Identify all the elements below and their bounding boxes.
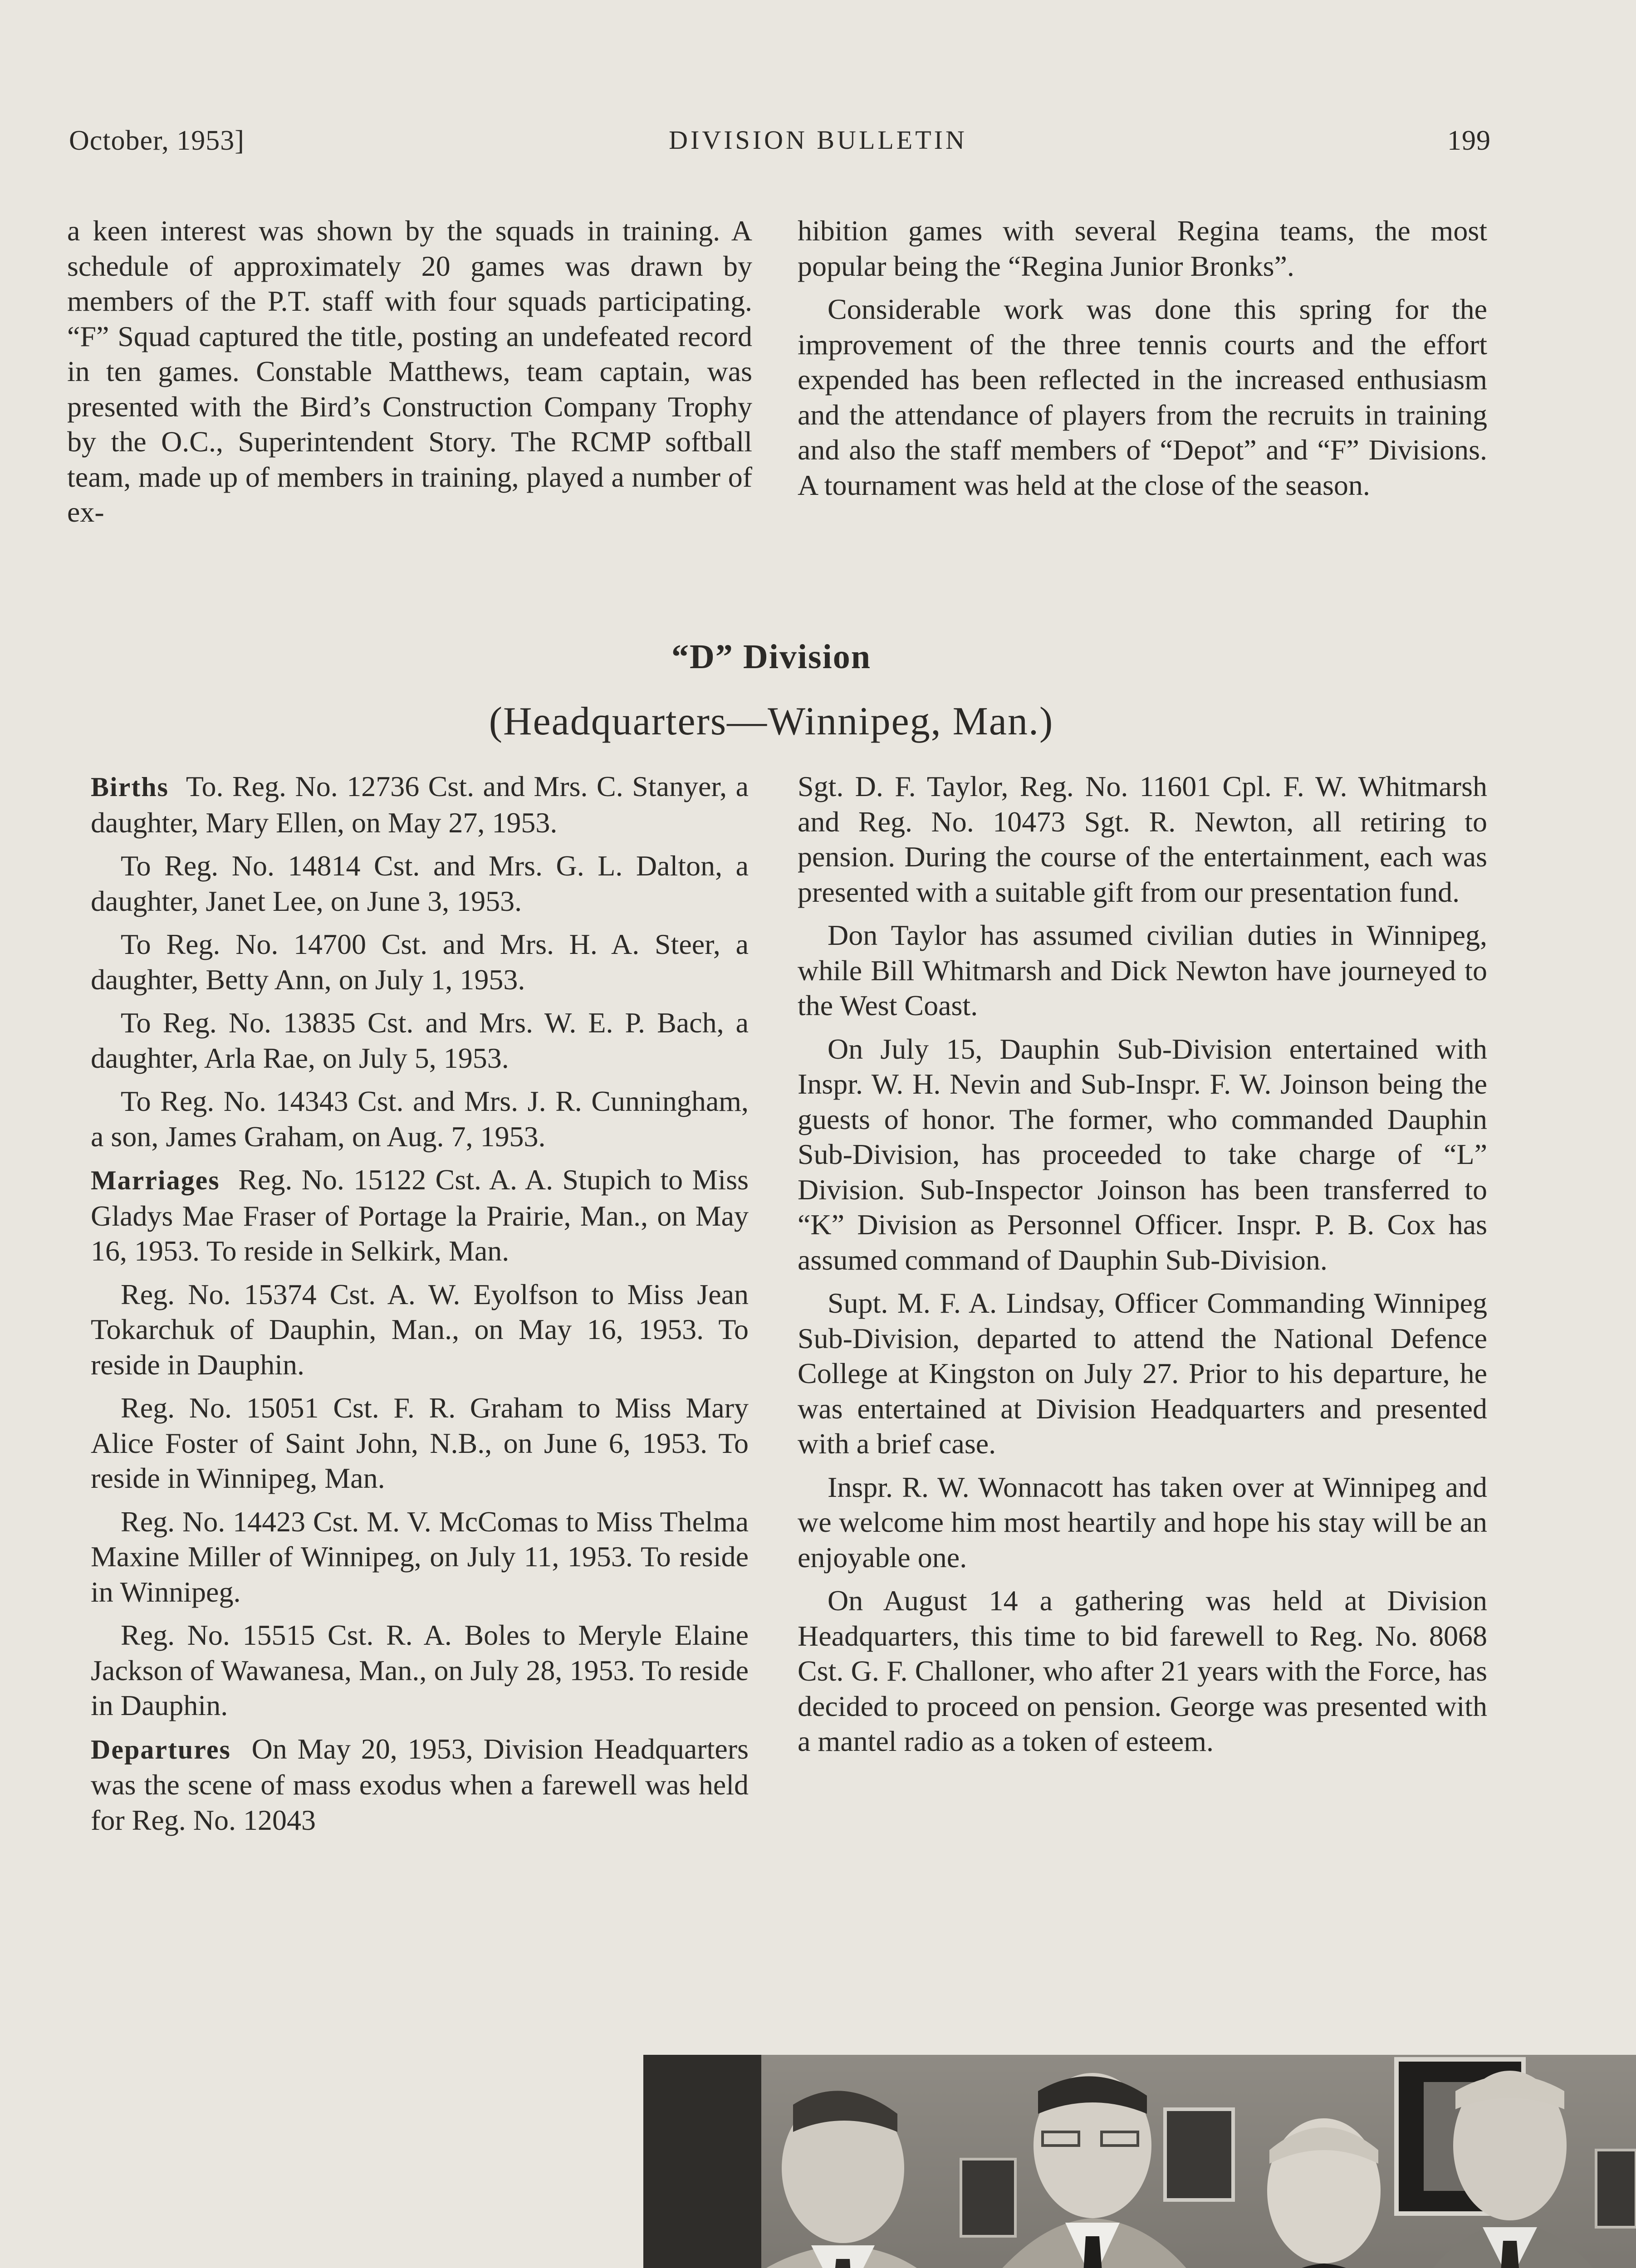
- section-title: “D” Division: [671, 638, 871, 676]
- left-column: [91, 769, 749, 1846]
- top-left-column: [67, 213, 752, 538]
- paragraph: Considerable work was done this spring for the improvement of the three tennis courts and the effort expended has been reflected in the increased enthusiasm and the attendance of players from the recruits in training and also the staff members of “Depot” and “F” Divisions. A tournament was held at the close of the season.: [798, 293, 1487, 501]
- births-entry: To Reg. No. 14700 Cst. and Mrs. H. A. Steer, a daughter, Betty Ann, on July 1, 1953.: [91, 928, 749, 996]
- paragraph: To. Reg. No. 12736 Cst. and Mrs. C. Stanyer, a daughter, Mary Ellen, on May 27, 1953.: [91, 770, 749, 839]
- group-photo: [643, 2055, 1636, 2268]
- paragraph: On May 20, 1953, Division Headquarters was the scene of mass exodus when a farewell was held for Reg. No. 12043: [91, 1732, 749, 1836]
- births-entry: To Reg. No. 14814 Cst. and Mrs. G. L. Dalton, a daughter, Janet Lee, on June 3, 1953.: [91, 850, 749, 917]
- births-entry: To Reg. No. 14343 Cst. and Mrs. J. R. Cunningham, a son, James Graham, on Aug. 7, 1953.: [91, 1085, 749, 1153]
- paragraph: Don Taylor has assumed civilian duties in Winnipeg, while Bill Whitmarsh and Dick Newton have journeyed to the West Coast.: [798, 919, 1487, 1022]
- right-column: [798, 769, 1487, 1767]
- header-page-number: 199: [1447, 125, 1491, 156]
- births-entry: To Reg. No. 13835 Cst. and Mrs. W. E. P. Bach, a daughter, Arla Rae, on July 5, 1953.: [91, 1007, 749, 1074]
- births-entry: [91, 769, 749, 840]
- marriages-entry: Reg. No. 15515 Cst. R. A. Boles to Meryle Elaine Jackson of Wawanesa, Man., on July 28, 1953. To reside in Dauphin.: [91, 1619, 749, 1721]
- marriages-entry: Reg. No. 15374 Cst. A. W. Eyolfson to Miss Jean Tokarchuk of Dauphin, Man., on May 16, 1953. To reside in Dauphin.: [91, 1278, 749, 1381]
- group-photo-illustration: [643, 2055, 1636, 2268]
- marriages-entry: Reg. No. 15051 Cst. F. R. Graham to Miss Mary Alice Foster of Saint John, N.B., on June 6, 1953. To reside in Winnipeg, Man.: [91, 1392, 749, 1494]
- top-right-column: [798, 213, 1487, 511]
- paragraph: Sgt. D. F. Taylor, Reg. No. 11601 Cpl. F. W. Whitmarsh and Reg. No. 10473 Sgt. R. Newton, all retiring to pension. During the course of the entertainment, each was presented with a suitable gift from our presentation fund.: [798, 770, 1487, 908]
- paragraph: Supt. M. F. A. Lindsay, Officer Commanding Winnipeg Sub-Division, departed to attend the National Defence College at Kingston on July 27. Prior to his departure, he was entertained at Division Headquarters and presented with a brief case.: [798, 1287, 1487, 1460]
- departures-heading: Departures: [91, 1734, 231, 1765]
- marriages-entry: Reg. No. 14423 Cst. M. V. McComas to Miss Thelma Maxine Miller of Winnipeg, on July 11, 1953. To reside in Winnipeg.: [91, 1505, 749, 1608]
- departures-entry: [91, 1731, 749, 1838]
- marriages-heading: Marriages: [91, 1165, 220, 1195]
- marriages-entry: [91, 1162, 749, 1269]
- paragraph: Reg. No. 15122 Cst. A. A. Stupich to Miss Gladys Mae Fraser of Portage la Prairie, Man., on May 16, 1953. To reside in Selkirk, Man.: [91, 1163, 749, 1267]
- header-title: DIVISION BULLETIN: [669, 125, 967, 155]
- paragraph: a keen interest was shown by the squads in training. A schedule of approximately 20 games was drawn by members of the P.T. staff with four squads participating. “F” Squad captured the title, posting an undefeated record in ten games. Constable Matthews, team captain, was presented with the Bird’s Construction Company Trophy by the O.C., Superintendent Story. The RCMP softball team, made up of members in training, played a number of ex-: [67, 215, 752, 528]
- paragraph: Inspr. R. W. Wonnacott has taken over at Winnipeg and we welcome him most heartily and hope his stay will be an enjoyable one.: [798, 1471, 1487, 1574]
- section-subtitle: (Headquarters—Winnipeg, Man.): [489, 699, 1054, 743]
- births-heading: Births: [91, 772, 169, 802]
- header-date: October, 1953]: [69, 125, 245, 156]
- paragraph: On July 15, Dauphin Sub-Division entertained with Inspr. W. H. Nevin and Sub-Inspr. F. W. Joinson being the guests of honor. The former, who commanded Dauphin Sub-Division, has proceeded to take charge of “L” Division. Sub-Inspector Joinson has been transferred to “K” Division as Personnel Officer. Inspr. P. B. Cox has assumed command of Dauphin Sub-Division.: [798, 1032, 1487, 1276]
- paragraph: hibition games with several Regina teams, the most popular being the “Regina Junior Bronks”.: [798, 215, 1487, 282]
- paragraph: On August 14 a gathering was held at Division Headquarters, this time to bid farewell to Reg. No. 8068 Cst. G. F. Challoner, who after 21 years with the Force, has decided to proceed on pension. George was presented with a mantel radio as a token of esteem.: [798, 1584, 1487, 1757]
